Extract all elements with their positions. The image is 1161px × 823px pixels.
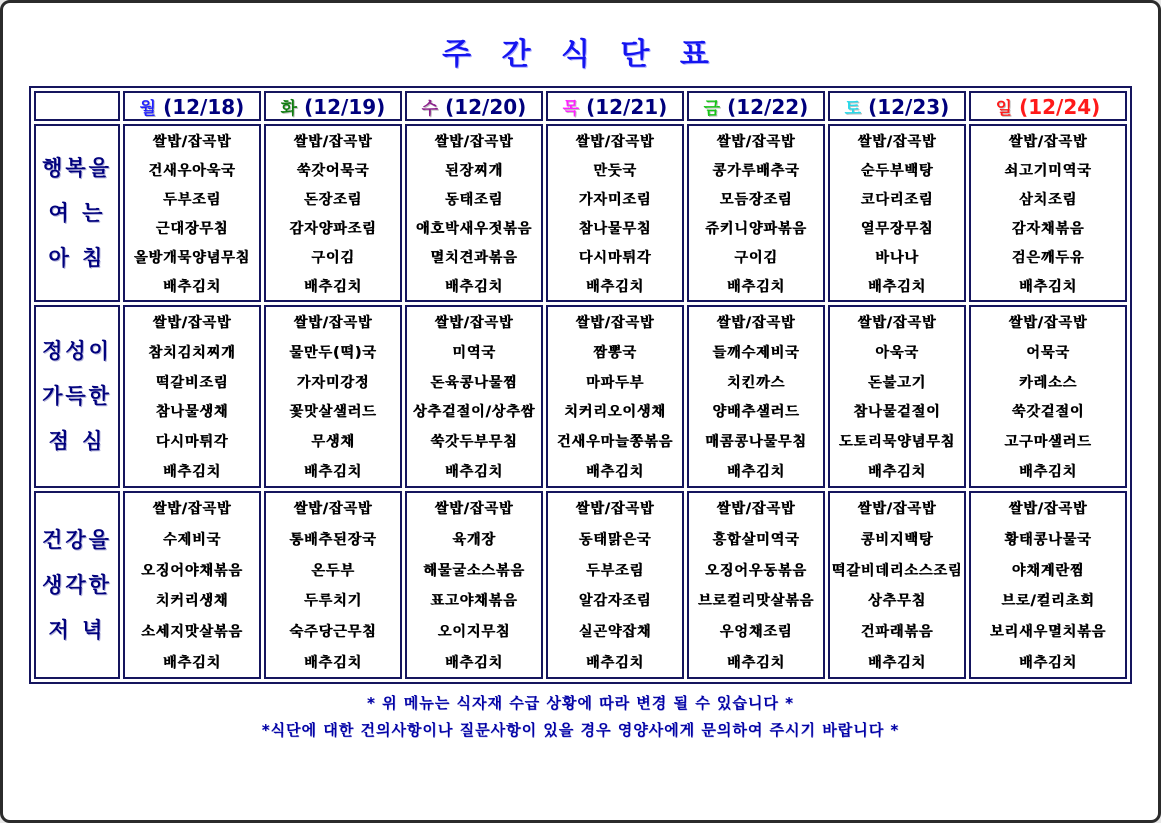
meal-label (34, 305, 120, 488)
menu-cell-1-4 (687, 305, 825, 488)
menu-items (830, 493, 964, 677)
menu-cell-2-5 (828, 491, 966, 679)
menu-item: 온두부 (311, 562, 355, 579)
menu-items (407, 493, 541, 677)
menu-item: 쌀밥/잡곡밥 (152, 501, 232, 518)
menu-cell-2-4 (687, 491, 825, 679)
menu-item: 콩가루배추국 (712, 162, 800, 179)
footnote-contact-dietitian: *식단에 대한 건의사항이나 질문사항이 있을 경우 영양사에게 문의하여 주시기 바랍니다 * (261, 721, 900, 739)
menu-item: 쥬키니양파볶음 (705, 220, 807, 237)
menu-item: 배추김치 (303, 654, 363, 671)
menu-item: 배추김치 (585, 464, 645, 481)
menu-item: 돈육콩나물찜 (430, 374, 518, 391)
menu-items (830, 126, 964, 300)
menu-cell-2-1 (264, 491, 402, 679)
menu-item: 만둣국 (593, 162, 637, 179)
menu-item: 쌀밥/잡곡밥 (152, 314, 232, 331)
menu-item: 다시마튀각 (578, 249, 652, 266)
menu-item: 구이김 (734, 249, 778, 266)
meal-label (34, 491, 120, 679)
date-label: (12/22) (720, 94, 809, 119)
menu-items (971, 126, 1125, 300)
menu-cell-0-6 (969, 124, 1127, 302)
menu-item: 상추무침 (867, 593, 927, 610)
menu-cell-2-0 (123, 491, 261, 679)
menu-cell-1-1 (264, 305, 402, 488)
menu-item: 쌀밥/잡곡밥 (716, 501, 796, 518)
menu-cell-1-0 (123, 305, 261, 488)
menu-item: 쌀밥/잡곡밥 (857, 501, 937, 518)
menu-cell-0-0 (123, 124, 261, 302)
menu-item: 참나물무침 (578, 220, 652, 237)
menu-items (830, 307, 964, 486)
meal-label-line: 건강을 (42, 527, 112, 552)
menu-item: 떡갈비조림 (155, 374, 229, 391)
menu-item: 카레소스 (1018, 374, 1078, 391)
menu-item: 바나나 (875, 249, 919, 266)
menu-item: 동태조림 (444, 191, 504, 208)
menu-items (971, 307, 1125, 486)
day-of-week-icon: 토 (844, 98, 862, 119)
menu-cell-0-4 (687, 124, 825, 302)
menu-items (689, 493, 823, 677)
menu-item: 쌀밥/잡곡밥 (575, 133, 655, 150)
menu-cell-1-6 (969, 305, 1127, 488)
menu-item: 보리새우멸치볶음 (989, 623, 1107, 640)
column-header-5 (828, 91, 966, 121)
corner-cell (34, 91, 120, 121)
menu-item: 쌀밥/잡곡밥 (575, 314, 655, 331)
menu-item: 어묵국 (1026, 344, 1070, 361)
menu-items (689, 307, 823, 486)
menu-item: 표고야채볶음 (430, 593, 518, 610)
meal-label (34, 124, 120, 302)
menu-items (548, 307, 682, 486)
menu-item: 쌀밥/잡곡밥 (716, 314, 796, 331)
menu-item: 배추김치 (444, 278, 504, 295)
menu-item: 쌀밥/잡곡밥 (434, 314, 514, 331)
day-of-week-icon: 금 (703, 98, 721, 119)
menu-item: 통배추된장국 (289, 531, 377, 548)
menu-item: 쌀밥/잡곡밥 (716, 133, 796, 150)
menu-item: 가자미강정 (296, 374, 370, 391)
menu-item: 고구마샐러드 (1004, 434, 1092, 451)
date-label: (12/23) (861, 94, 950, 119)
menu-item: 근대장무침 (155, 220, 229, 237)
menu-item: 배추김치 (1018, 278, 1078, 295)
menu-item: 오징어야채볶음 (141, 562, 243, 579)
menu-item: 물만두(떡)국 (289, 344, 377, 361)
menu-item: 콩비지백탕 (860, 531, 934, 548)
menu-item: 배추김치 (1018, 654, 1078, 671)
date-label: (12/24) (1012, 94, 1101, 119)
menu-item: 배추김치 (867, 278, 927, 295)
menu-item: 참치김치찌개 (148, 344, 236, 361)
day-of-week-icon: 일 (995, 98, 1013, 119)
menu-item: 쌀밥/잡곡밥 (434, 133, 514, 150)
column-header-2 (405, 91, 543, 121)
menu-items (125, 126, 259, 300)
menu-item: 브로/컬리초회 (1001, 593, 1095, 610)
menu-item: 양배추샐러드 (712, 404, 800, 421)
menu-item: 마파두부 (585, 374, 645, 391)
meal-label-line: 저 녁 (48, 617, 106, 642)
day-of-week-icon: 화 (280, 98, 298, 119)
menu-item: 배추김치 (444, 654, 504, 671)
footnotes (3, 690, 1158, 744)
menu-item: 쌀밥/잡곡밥 (293, 314, 373, 331)
meal-label-line: 생각한 (42, 572, 112, 597)
menu-item: 참나물생채 (155, 404, 229, 421)
menu-item: 쌀밥/잡곡밥 (857, 133, 937, 150)
menu-item: 건새우아욱국 (148, 162, 236, 179)
menu-cell-0-2 (405, 124, 543, 302)
column-header-1 (264, 91, 402, 121)
menu-item: 돈불고기 (867, 374, 927, 391)
menu-item: 짬뽕국 (593, 344, 637, 361)
menu-items (689, 126, 823, 300)
menu-cell-0-3 (546, 124, 684, 302)
menu-cell-2-2 (405, 491, 543, 679)
menu-item: 삼치조림 (1018, 191, 1078, 208)
menu-item: 쌀밥/잡곡밥 (575, 501, 655, 518)
menu-item: 동태맑은국 (578, 531, 652, 548)
menu-cell-2-3 (546, 491, 684, 679)
menu-item: 쇠고기미역국 (1004, 162, 1092, 179)
menu-item: 쌀밥/잡곡밥 (1008, 133, 1088, 150)
menu-item: 배추김치 (303, 278, 363, 295)
menu-item: 검은깨두유 (1011, 249, 1085, 266)
menu-item: 상추겉절이/상추쌈 (412, 404, 536, 421)
menu-item: 숙주당근무침 (289, 623, 377, 640)
menu-item: 애호박새우젓볶음 (415, 220, 533, 237)
menu-item: 열무장무침 (860, 220, 934, 237)
menu-item: 무생채 (311, 434, 355, 451)
meal-row-0 (34, 124, 1127, 302)
menu-item: 쌀밥/잡곡밥 (1008, 314, 1088, 331)
menu-items (266, 307, 400, 486)
menu-item: 치커리오이생채 (564, 404, 666, 421)
meal-label-line: 행복을 (42, 155, 112, 180)
menu-items (407, 126, 541, 300)
menu-items (407, 307, 541, 486)
menu-cell-1-3 (546, 305, 684, 488)
meal-label-line: 여 는 (48, 200, 106, 225)
menu-item: 들깨수제비국 (712, 344, 800, 361)
day-of-week-icon: 수 (421, 98, 439, 119)
menu-items (266, 493, 400, 677)
menu-cell-0-1 (264, 124, 402, 302)
menu-item: 쌀밥/잡곡밥 (857, 314, 937, 331)
table-header (34, 91, 1127, 121)
menu-item: 치커리생채 (155, 593, 229, 610)
menu-item: 우엉채조림 (719, 623, 793, 640)
menu-item: 쑥갓어묵국 (296, 162, 370, 179)
menu-item: 된장찌개 (444, 162, 504, 179)
menu-items (548, 126, 682, 300)
menu-item: 배추김치 (726, 278, 786, 295)
day-of-week-icon: 목 (562, 98, 580, 119)
menu-item: 홍합살미역국 (712, 531, 800, 548)
menu-item: 쌀밥/잡곡밥 (434, 501, 514, 518)
date-label: (12/20) (438, 94, 527, 119)
menu-item: 모듬장조림 (719, 191, 793, 208)
menu-item: 건새우마늘쫑볶음 (556, 434, 674, 451)
menu-item: 배추김치 (162, 464, 222, 481)
menu-item: 구이김 (311, 249, 355, 266)
column-header-0 (123, 91, 261, 121)
menu-item: 쑥갓겉절이 (1011, 404, 1085, 421)
meal-label-line: 가득한 (42, 384, 112, 408)
menu-item: 배추김치 (867, 654, 927, 671)
menu-items (548, 493, 682, 677)
menu-items (125, 307, 259, 486)
menu-item: 배추김치 (162, 654, 222, 671)
menu-item: 쌀밥/잡곡밥 (152, 133, 232, 150)
menu-item: 배추김치 (726, 654, 786, 671)
menu-item: 오이지무침 (437, 623, 511, 640)
menu-item: 알감자조림 (578, 593, 652, 610)
menu-item: 건파래볶음 (860, 623, 934, 640)
menu-items (125, 493, 259, 677)
menu-item: 배추김치 (1018, 464, 1078, 481)
menu-item: 쌀밥/잡곡밥 (293, 133, 373, 150)
menu-item: 실곤약잡채 (578, 623, 652, 640)
menu-item: 미역국 (452, 344, 496, 361)
column-header-6 (969, 91, 1127, 121)
menu-item: 두부조림 (585, 562, 645, 579)
menu-cell-1-2 (405, 305, 543, 488)
column-header-3 (546, 91, 684, 121)
menu-item: 배추김치 (303, 464, 363, 481)
menu-table (29, 86, 1132, 684)
meal-label-line: 점 심 (48, 429, 106, 453)
meal-label-line: 아 침 (48, 245, 106, 270)
menu-item: 코다리조림 (860, 191, 934, 208)
menu-item: 소세지맛살볶음 (141, 623, 243, 640)
meal-row-2 (34, 491, 1127, 679)
meal-label-line: 정성이 (42, 339, 112, 363)
menu-item: 멸치견과볶음 (430, 249, 518, 266)
menu-item: 육개장 (452, 531, 496, 548)
menu-items (971, 493, 1125, 677)
menu-item: 배추김치 (162, 278, 222, 295)
menu-item: 감자양파조림 (289, 220, 377, 237)
menu-item: 해물굴소스볶음 (423, 562, 525, 579)
menu-item: 아욱국 (875, 344, 919, 361)
menu-item: 두루치기 (303, 593, 363, 610)
table-body (34, 124, 1127, 679)
footnote-menu-change: * 위 메뉴는 식자재 수급 상황에 따라 변경 될 수 있습니다 * (367, 694, 794, 712)
menu-item: 배추김치 (444, 464, 504, 481)
menu-item: 쌀밥/잡곡밥 (1008, 501, 1088, 518)
menu-item: 떡갈비데리소스조림 (831, 562, 963, 579)
menu-item: 쑥갓두부무침 (430, 434, 518, 451)
meal-row-1 (34, 305, 1127, 488)
menu-item: 배추김치 (726, 464, 786, 481)
menu-item: 두부조림 (162, 191, 222, 208)
page-title: 주 간 식 단 표 (442, 37, 719, 72)
menu-item: 쌀밥/잡곡밥 (293, 501, 373, 518)
column-header-4 (687, 91, 825, 121)
menu-item: 야채계란찜 (1011, 562, 1085, 579)
menu-item: 오징어우동볶음 (705, 562, 807, 579)
menu-item: 돈장조림 (303, 191, 363, 208)
menu-cell-0-5 (828, 124, 966, 302)
day-of-week-icon: 월 (139, 98, 157, 119)
date-label: (12/19) (297, 94, 386, 119)
menu-item: 가자미조림 (578, 191, 652, 208)
menu-cell-2-6 (969, 491, 1127, 679)
menu-item: 배추김치 (867, 464, 927, 481)
menu-item: 참나물겉절이 (853, 404, 941, 421)
menu-items (266, 126, 400, 300)
date-label: (12/21) (579, 94, 668, 119)
menu-item: 순두부백탕 (860, 162, 934, 179)
menu-item: 수제비국 (162, 531, 222, 548)
menu-item: 올방개묵양념무침 (133, 249, 251, 266)
menu-item: 배추김치 (585, 654, 645, 671)
menu-item: 다시마튀각 (155, 434, 229, 451)
menu-item: 매콤콩나물무침 (705, 434, 807, 451)
menu-item: 황태콩나물국 (1004, 531, 1092, 548)
menu-item: 도토리묵양념무침 (838, 434, 956, 451)
menu-item: 치킨까스 (726, 374, 786, 391)
menu-item: 감자채볶음 (1011, 220, 1085, 237)
menu-cell-1-5 (828, 305, 966, 488)
menu-item: 꽃맛살샐러드 (289, 404, 377, 421)
date-label: (12/18) (156, 94, 245, 119)
menu-item: 브로컬리맛살볶음 (697, 593, 815, 610)
menu-item: 배추김치 (585, 278, 645, 295)
